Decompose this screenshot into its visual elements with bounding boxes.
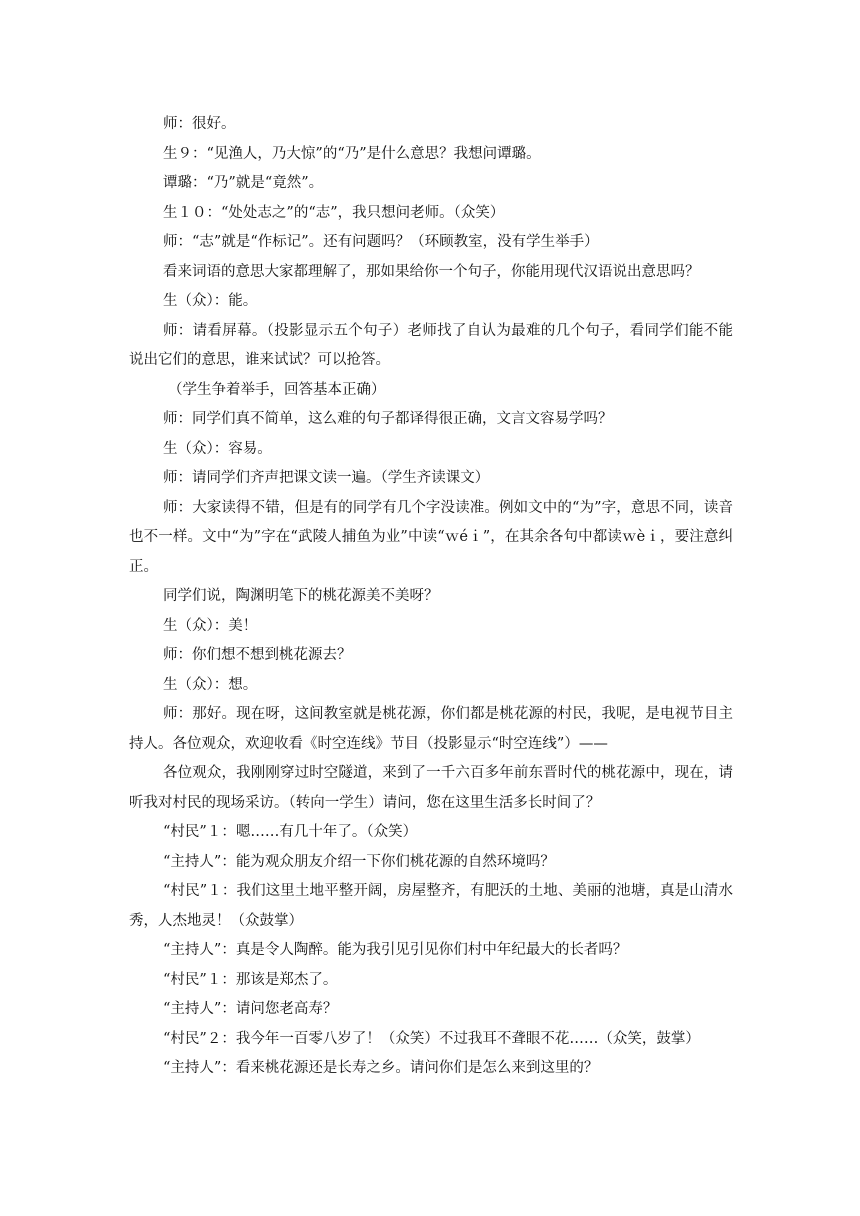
paragraph: 师：“志”就是“作标记”。还有问题吗？（环顾教室，没有学生举手）	[163, 234, 599, 250]
paragraph: “村民”１：那该是郑杰了。	[163, 971, 338, 988]
paragraph: “村民”１：嗯……有几十年了。（众笑）	[163, 824, 418, 840]
paragraph: 师：你们想不想到桃花源去？	[163, 647, 352, 663]
paragraph: “主持人”：请问您老高寿？	[163, 1001, 338, 1017]
paragraph: 各位观众，我刚刚穿过时空隧道，来到了一千六百多年前东晋时代的桃花源中，现在，请听我对村民的现场采访。（转向一学生）请问，您在这里生活多长时间了？	[129, 765, 733, 811]
paragraph: 师：大家读得不错，但是有的同学有几个字没读准。例如文中的“为”字，意思不同，读音也不一样。文中“为”字在“武陵人捕鱼为业”中读“ｗéｉ”，在其余各句中都读ｗèｉ，要注意纠正。	[129, 499, 733, 575]
paragraph: 生（众）：能。	[163, 293, 258, 309]
paragraph: “村民”１：我们这里土地平整开阔，房屋整齐，有肥沃的土地、美丽的池塘，真是山清水秀，人杰地灵！（众鼓掌）	[129, 883, 733, 929]
paragraph: “村民”２：我今年一百零八岁了！（众笑）不过我耳不聋眼不花……（众笑，鼓掌）	[163, 1030, 700, 1047]
paragraph: （学生争着举手，回答基本正确）	[168, 381, 386, 398]
paragraph: 生９：“见渔人，乃大惊”的“乃”是什么意思？我想问谭璐。	[163, 145, 541, 162]
paragraph: 师：同学们真不简单，这么难的句子都译得很正确，文言文容易学吗？	[163, 411, 613, 427]
paragraph: 看来词语的意思大家都理解了，那如果给你一个句子，你能用现代汉语说出意思吗？	[163, 263, 700, 280]
paragraph: “主持人”：真是令人陶醉。能为我引见引见你们村中年纪最大的长者吗？	[163, 942, 628, 958]
paragraph: 生（众）：容易。	[163, 440, 272, 457]
paragraph: “主持人”：能为观众朋友介绍一下你们桃花源的自然环境吗？	[163, 853, 555, 870]
paragraph: 同学们说，陶渊明笔下的桃花源美不美呀？	[163, 588, 439, 604]
paragraph: 生（众）：美！	[163, 617, 258, 634]
paragraph: 师：请同学们齐声把课文读一遍。（学生齐读课文）	[163, 470, 490, 486]
paragraph: 师：那好。现在呀，这间教室就是桃花源，你们都是桃花源的村民，我呢，是电视节目主持人。各位观众，欢迎收看《时空连线》节目（投影显示“时空连线”）——	[129, 706, 733, 752]
paragraph: 师：很好。	[163, 116, 236, 132]
document-body	[129, 110, 733, 1084]
paragraph: 谭璐：“乃”就是“竟然”。	[163, 175, 324, 191]
paragraph: “主持人”：看来桃花源还是长寿之乡。请问你们是怎么来到这里的？	[163, 1060, 599, 1076]
paragraph: 生（众）：想。	[163, 676, 258, 693]
paragraph: 生１０：“处处志之”的“志”，我只想问老师。（众笑）	[163, 204, 505, 221]
paragraph: 师：请看屏幕。（投影显示五个句子）老师找了自认为最难的几个句子，看同学们能不能说出它们的意思，谁来试试？可以抢答。	[129, 322, 733, 368]
